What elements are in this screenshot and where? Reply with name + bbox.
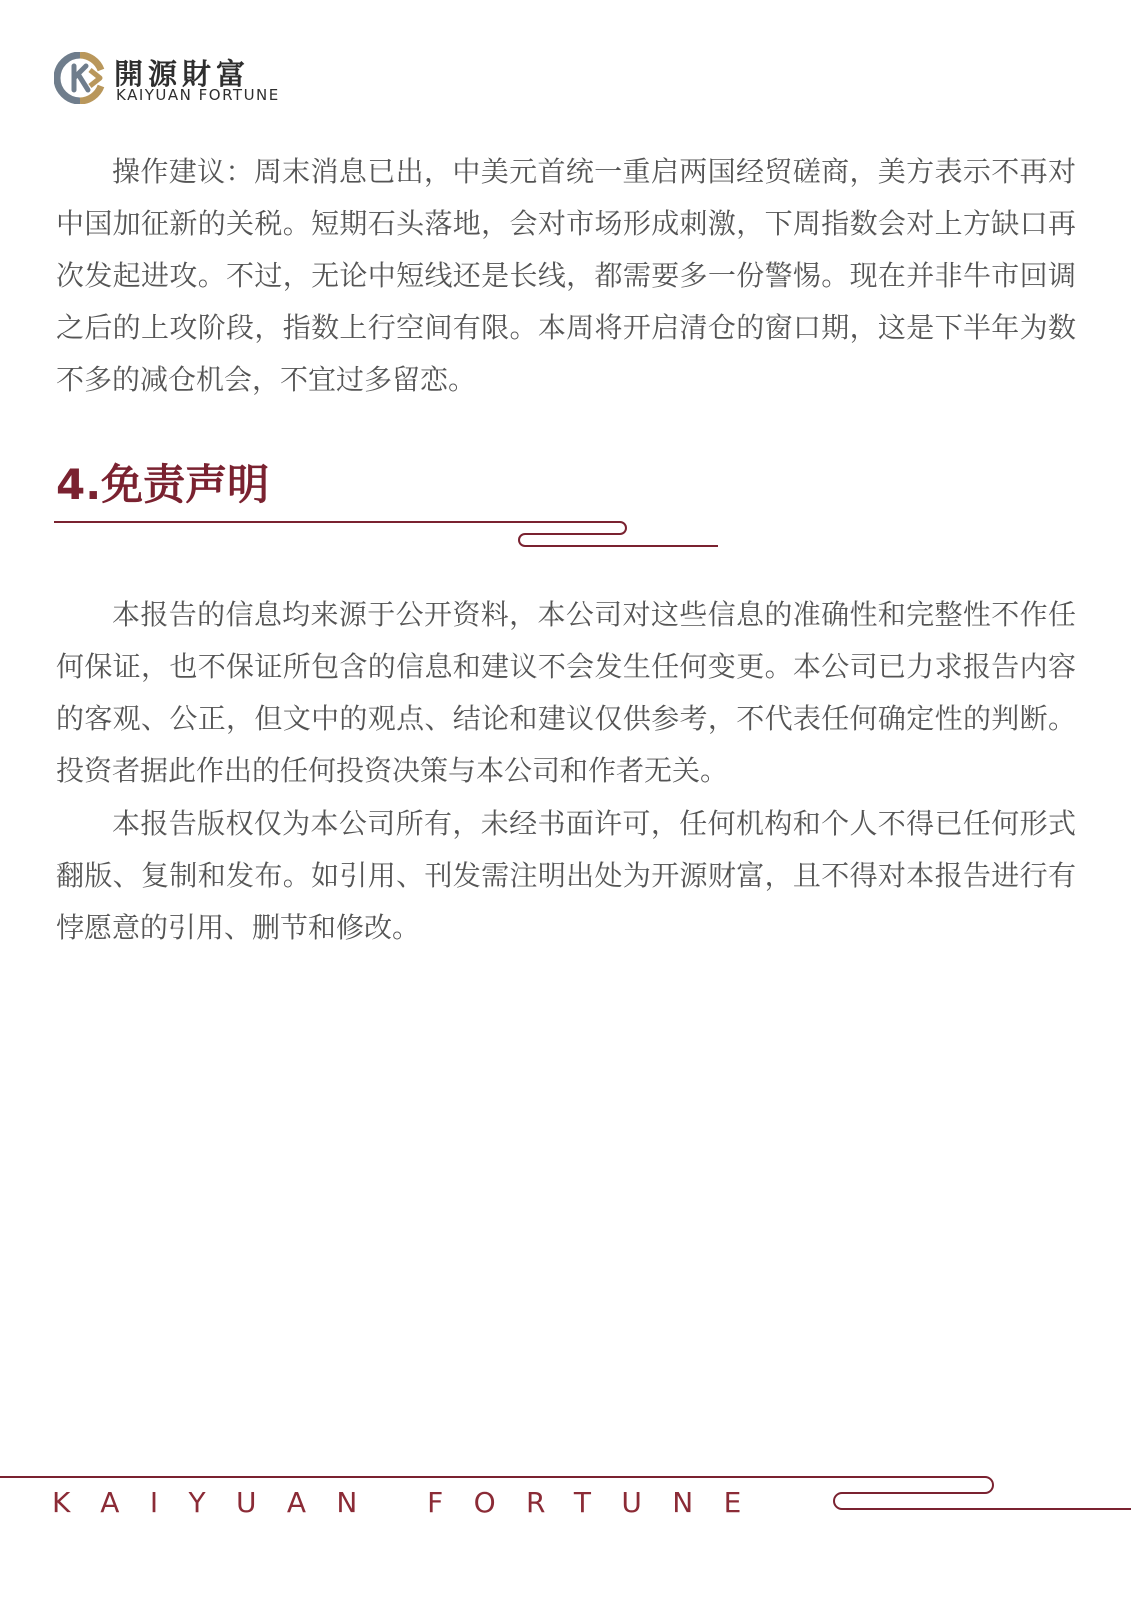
footer-brand-text: KAIYUAN FORTUNE bbox=[52, 1486, 772, 1519]
brand-logo bbox=[54, 52, 294, 108]
section-title: 4.免责声明 bbox=[56, 460, 270, 509]
brand-name-cn: 開源財富 bbox=[114, 57, 251, 91]
section-divider-lines bbox=[54, 522, 718, 546]
brand-name-en: KAIYUAN FORTUNE bbox=[116, 86, 280, 104]
disclaimer-paragraph-2: 本报告版权仅为本公司所有，未经书面许可，任何机构和个人不得已任何形式翻版、复制和发布。如引用、刊发需注明出处为开源财富，且不得对本报告进行有悖愿意的引用、删节和修改。 bbox=[56, 807, 1076, 944]
disclaimer-paragraph-1: 本报告的信息均来源于公开资料，本公司对这些信息的准确性和完整性不作任何保证，也不保证所包含的信息和建议不会发生任何变更。本公司已力求报告内容的客观、公正，但文中的观点、结论和建议仅供参考，不代表任何确定性的判断。投资者据此作出的任何投资决策与本公司和作者无关。 bbox=[56, 598, 1076, 787]
operation-advice-paragraph: 操作建议：周末消息已出，中美元首统一重启两国经贸磋商，美方表示不再对中国加征新的关税。短期石头落地，会对市场形成刺激，下周指数会对上方缺口再次发起进攻。不过，无论中短线还是长线，都需要多一份警惕。现在并非牛市回调之后的上攻阶段，指数上行空间有限。本周将开启清仓的窗口期，这是下半年为数不多的减仓机会，不宜过多留恋。 bbox=[56, 155, 1076, 396]
kaiyuan-logo-icon bbox=[54, 52, 106, 104]
